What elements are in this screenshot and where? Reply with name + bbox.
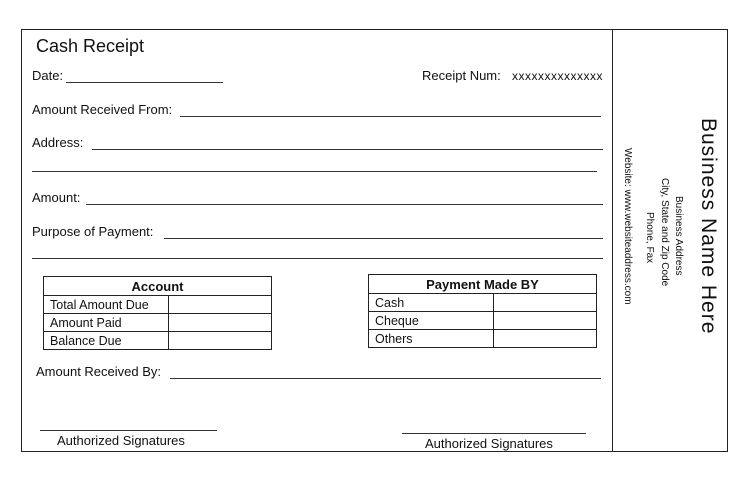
address-line-2[interactable]	[32, 171, 597, 172]
receipt-num-label: Receipt Num:	[422, 68, 501, 83]
business-address-line1: Business Address	[673, 196, 684, 276]
business-address-line2: City, State and Zip Code	[659, 178, 670, 287]
table-row	[369, 294, 597, 312]
amount-received-from-line[interactable]	[180, 116, 601, 117]
receipt-title: Cash Receipt	[36, 36, 145, 56]
total-amount-due-cell[interactable]	[169, 296, 272, 314]
signature-label-left: Authorized Signatures	[57, 433, 185, 448]
purpose-line-1[interactable]	[164, 238, 603, 239]
account-table	[43, 276, 272, 350]
amount-received-by-line[interactable]	[170, 378, 601, 379]
cheque-cell[interactable]	[494, 312, 597, 330]
account-row-label: Balance Due	[44, 332, 169, 350]
business-website: Website: www.websiteaddress.com	[622, 148, 633, 305]
payment-row-label: Others	[369, 330, 494, 348]
balance-due-cell[interactable]	[169, 332, 272, 350]
payment-row-label: Cash	[369, 294, 494, 312]
amount-label: Amount:	[32, 190, 81, 205]
table-row	[44, 296, 272, 314]
account-row-label: Amount Paid	[44, 314, 169, 332]
others-cell[interactable]	[494, 330, 597, 348]
signature-line-left[interactable]	[40, 430, 217, 431]
receipt-frame	[21, 29, 613, 452]
business-name: Business Name Here	[697, 118, 720, 335]
cash-cell[interactable]	[494, 294, 597, 312]
signature-line-right[interactable]	[402, 433, 586, 434]
purpose-label: Purpose of Payment:	[32, 224, 154, 239]
table-row	[44, 314, 272, 332]
table-row	[44, 332, 272, 350]
purpose-line-2[interactable]	[32, 258, 603, 259]
amount-paid-cell[interactable]	[169, 314, 272, 332]
account-table-header: Account	[44, 277, 272, 296]
signature-label-right: Authorized Signatures	[425, 436, 553, 451]
receipt-num-value: xxxxxxxxxxxxxx	[512, 69, 603, 83]
amount-received-from-label: Amount Received From:	[32, 102, 173, 117]
amount-received-by-label: Amount Received By:	[36, 364, 162, 379]
payment-table	[368, 274, 597, 348]
business-address-line3: Phone, Fax	[644, 212, 655, 264]
address-line-1[interactable]	[92, 149, 603, 150]
payment-table-header: Payment Made BY	[369, 275, 597, 294]
amount-line[interactable]	[86, 204, 603, 205]
address-label: Address:	[32, 135, 84, 150]
payment-row-label: Cheque	[369, 312, 494, 330]
table-row	[369, 330, 597, 348]
account-row-label: Total Amount Due	[44, 296, 169, 314]
date-label: Date:	[32, 68, 64, 83]
table-row	[369, 312, 597, 330]
date-field-line[interactable]	[66, 82, 223, 83]
